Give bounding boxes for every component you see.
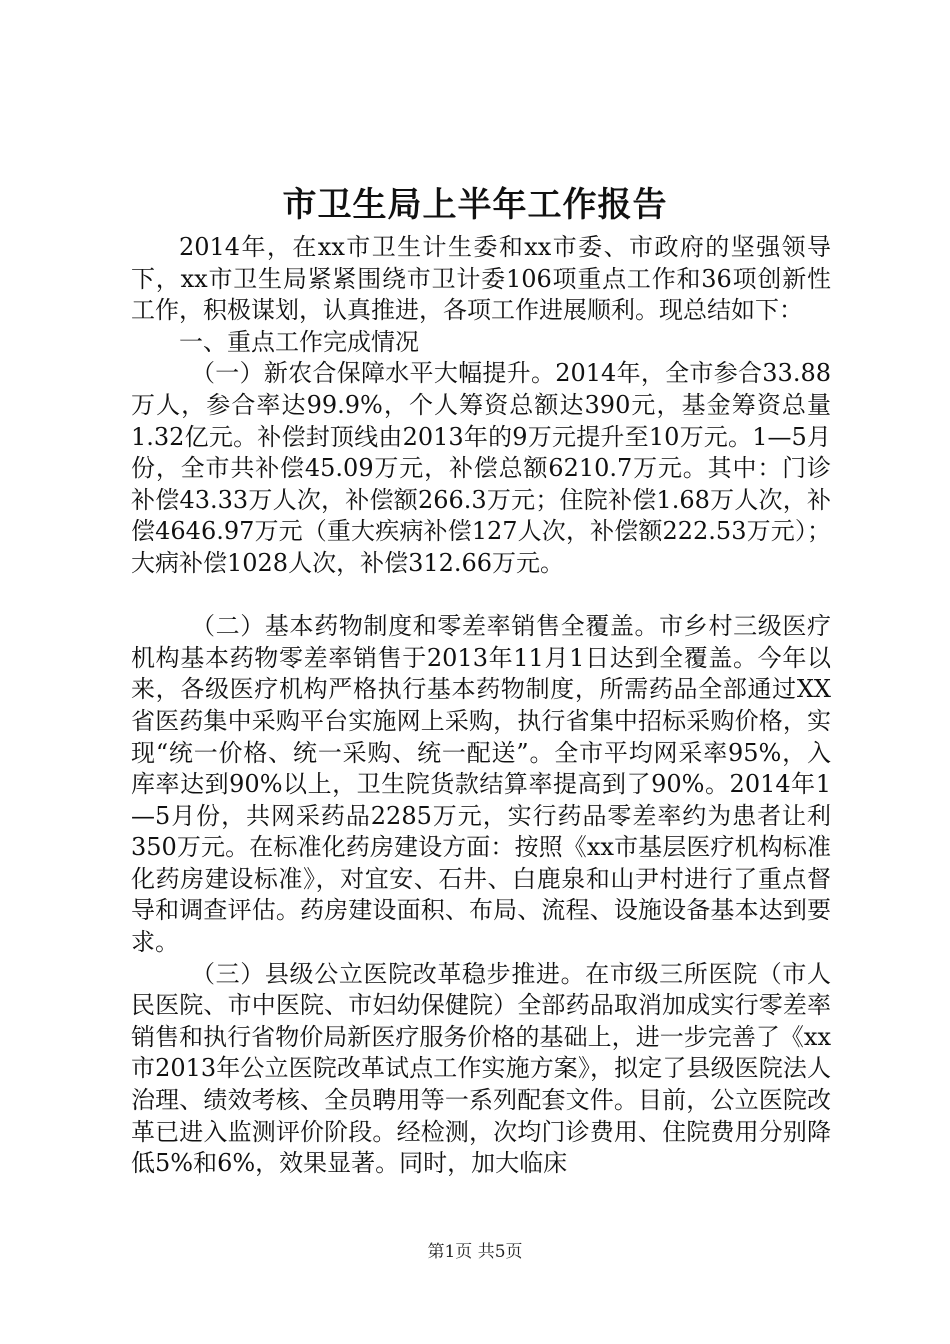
paragraph-spacer xyxy=(131,580,831,612)
item-two-paragraph: （二）基本药物制度和零差率销售全覆盖。市乡村三级医疗机构基本药物零差率销售于2013年11月1日达到全覆盖。今年以来，各级医疗机构严格执行基本药物制度，所需药品全部通过XX省医药集中采购平台实施网上采购，执行省集中招标采购价格，实现“统一价格、统一采购、统一配送”。全市平均网采率95%，入库率达到90%以上，卫生院货款结算率提高到了90%。2014年1—5月份，共网采药品2285万元，实行药品零差率约为患者让利350万元。在标准化药房建设方面：按照《xx市基层医疗机构标准化药房建设标准》，对宜安、石井、白鹿泉和山尹村进行了重点督导和调查评估。药房建设面积、布局、流程、设施设备基本达到要求。 xyxy=(131,612,831,957)
item-one-paragraph: （一）新农合保障水平大幅提升。2014年，全市参合33.88万人，参合率达99.9%，个人筹资总额达390元，基金筹资总量1.32亿元。补偿封顶线由2013年的9万元提升至10万元。1—5月份，全市共补偿45.09万元，补偿总额6210.7万元。其中：门诊补偿43.33万人次，补偿额266.3万元；住院补偿1.68万人次，补偿4646.97万元（重大疾病补偿127人次，补偿额222.53万元）；大病补偿1028人次，补偿312.66万元。 xyxy=(131,359,831,577)
section-heading: 一、重点工作完成情况 xyxy=(179,327,419,356)
item-three-paragraph: （三）县级公立医院改革稳步推进。在市级三所医院（市人民医院、市中医院、市妇幼保健院）全部药品取消加成实行零差率销售和执行省物价局新医疗服务价格的基础上，进一步完善了《xx市2013年公立医院改革试点工作实施方案》，拟定了县级医院法人治理、绩效考核、全员聘用等一系列配套文件。目前，公立医院改革已进入监测评价阶段。经检测，次均门诊费用、住院费用分别降低5%和6%，效果显著。同时，加大临床 xyxy=(131,959,831,1178)
page-footer: 第1页 共5页 xyxy=(427,1242,523,1262)
page-title: 市卫生局上半年工作报告 xyxy=(282,185,668,225)
intro-paragraph: 2014年，在xx市卫生计生委和xx市委、市政府的坚强领导下，xx市卫生局紧紧围绕市卫计委106项重点工作和36项创新性工作，积极谋划，认真推进，各项工作进展顺利。现总结如下： xyxy=(131,233,831,325)
document-body xyxy=(131,232,831,1180)
